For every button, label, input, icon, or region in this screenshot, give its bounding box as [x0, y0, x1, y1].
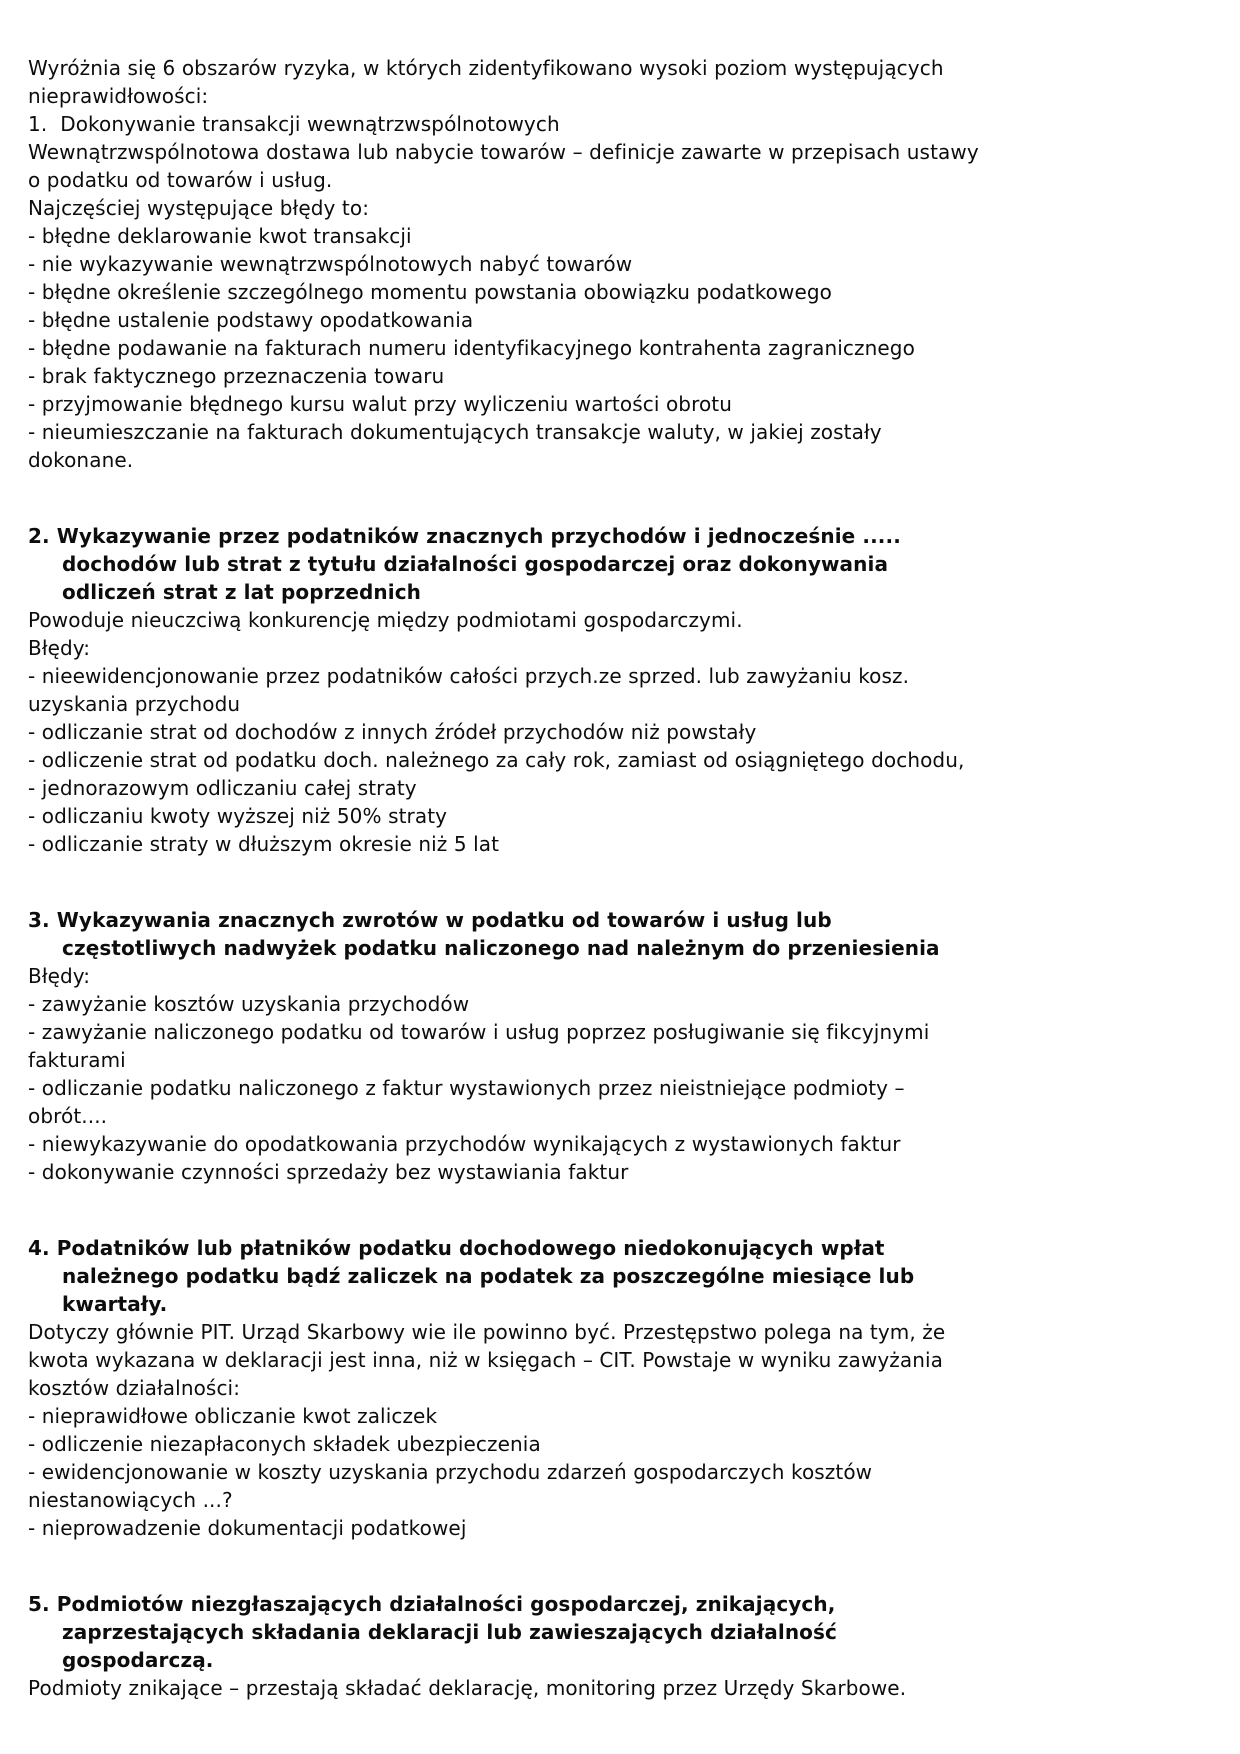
- text-line: - ewidencjonowanie w koszty uzyskania przychodu zdarzeń gospodarczych kosztów: [28, 1460, 873, 1484]
- text-line: - odliczaniu kwoty wyższej niż 50% straty: [28, 804, 448, 828]
- section-5-body: [28, 1674, 1216, 1702]
- document-text: [28, 54, 1216, 1702]
- heading-5: [28, 1590, 1216, 1674]
- section-2-body: [28, 606, 1216, 858]
- text-line: kwota wykazana w deklaracji jest inna, niż w księgach – CIT. Powstaje w wyniku zawyżania: [28, 1348, 944, 1372]
- section-3-body: [28, 962, 1216, 1186]
- section-4-body: [28, 1318, 1216, 1542]
- text-line: - błędne deklarowanie kwot transakcji: [28, 224, 412, 248]
- text-line: - nieprowadzenie dokumentacji podatkowej: [28, 1516, 467, 1540]
- text-line: - zawyżanie kosztów uzyskania przychodów: [28, 992, 470, 1016]
- text-line: - jednorazowym odliczaniu całej straty: [28, 776, 417, 800]
- text-line: dochodów lub strat z tytułu działalności gospodarczej oraz dokonywania: [62, 552, 889, 576]
- text-line: - odliczanie straty w dłuższym okresie niż 5 lat: [28, 832, 500, 856]
- text-line: Powoduje nieuczciwą konkurencję między podmiotami gospodarczymi.: [28, 608, 743, 632]
- text-line: obrót....: [28, 1104, 108, 1128]
- text-line: o podatku od towarów i usług.: [28, 168, 333, 192]
- text-line: 4. Podatników lub płatników podatku dochodowego niedokonujących wpłat: [28, 1236, 885, 1260]
- text-line: Podmioty znikające – przestają składać deklarację, monitoring przez Urzędy Skarbowe.: [28, 1676, 907, 1700]
- text-line: niestanowiących ...?: [28, 1488, 233, 1512]
- text-line: - błędne określenie szczególnego momentu powstania obowiązku podatkowego: [28, 280, 833, 304]
- text-line: - błędne ustalenie podstawy opodatkowania: [28, 308, 474, 332]
- text-line: odliczeń strat z lat poprzednich: [62, 580, 422, 604]
- text-line: - nie wykazywanie wewnątrzwspólnotowych nabyć towarów: [28, 252, 633, 276]
- heading-3: [28, 906, 1216, 962]
- text-line: - odliczanie podatku naliczonego z faktur wystawionych przez nieistniejące podmioty –: [28, 1076, 905, 1100]
- text-line: - odliczanie strat od dochodów z innych źródeł przychodów niż powstały: [28, 720, 757, 744]
- text-line: fakturami: [28, 1048, 126, 1072]
- text-line: uzyskania przychodu: [28, 692, 241, 716]
- text-line: należnego podatku bądź zaliczek na podatek za poszczególne miesiące lub: [62, 1264, 915, 1288]
- text-line: - nieewidencjonowanie przez podatników całości przych.ze sprzed. lub zawyżaniu kosz.: [28, 664, 910, 688]
- text-line: - odliczenie niezapłaconych składek ubezpieczenia: [28, 1432, 541, 1456]
- text-line: - dokonywanie czynności sprzedaży bez wystawiania faktur: [28, 1160, 629, 1184]
- intro-section: [28, 54, 1216, 474]
- text-line: - nieprawidłowe obliczanie kwot zaliczek: [28, 1404, 438, 1428]
- heading-2: [28, 522, 1216, 606]
- text-line: 2. Wykazywanie przez podatników znacznych przychodów i jednocześnie .....: [28, 524, 901, 548]
- text-line: kosztów działalności:: [28, 1376, 241, 1400]
- text-line: częstotliwych nadwyżek podatku naliczonego nad należnym do przeniesienia: [62, 936, 940, 960]
- text-line: zaprzestających składania deklaracji lub zawieszających działalność: [62, 1620, 837, 1644]
- text-line: dokonane.: [28, 448, 134, 472]
- text-line: Dotyczy głównie PIT. Urząd Skarbowy wie ile powinno być. Przestępstwo polega na tym, że: [28, 1320, 946, 1344]
- text-line: - błędne podawanie na fakturach numeru identyfikacyjnego kontrahenta zagranicznego: [28, 336, 915, 360]
- text-line: Wyróżnia się 6 obszarów ryzyka, w których zidentyfikowano wysoki poziom występujących: [28, 56, 944, 80]
- text-line: - odliczenie strat od podatku doch. należnego za cały rok, zamiast od osiągniętego dochodu,: [28, 748, 965, 772]
- text-line: 1. Dokonywanie transakcji wewnątrzwspólnotowych: [28, 112, 560, 136]
- text-line: gospodarczą.: [62, 1648, 214, 1672]
- text-line: - przyjmowanie błędnego kursu walut przy wyliczeniu wartości obrotu: [28, 392, 733, 416]
- text-line: nieprawidłowości:: [28, 84, 209, 108]
- heading-4: [28, 1234, 1216, 1318]
- text-line: - nieumieszczanie na fakturach dokumentujących transakcje waluty, w jakiej zostały: [28, 420, 882, 444]
- text-line: Błędy:: [28, 636, 91, 660]
- text-line: - zawyżanie naliczonego podatku od towarów i usług poprzez posługiwanie się fikcyjnymi: [28, 1020, 930, 1044]
- text-line: kwartały.: [62, 1292, 168, 1316]
- text-line: 3. Wykazywania znacznych zwrotów w podatku od towarów i usług lub: [28, 908, 832, 932]
- text-line: Błędy:: [28, 964, 91, 988]
- text-line: Najczęściej występujące błędy to:: [28, 196, 370, 220]
- text-line: Wewnątrzwspólnotowa dostawa lub nabycie towarów – definicje zawarte w przepisach ustawy: [28, 140, 979, 164]
- text-line: 5. Podmiotów niezgłaszających działalności gospodarczej, znikających,: [28, 1592, 836, 1616]
- text-line: - brak faktycznego przeznaczenia towaru: [28, 364, 445, 388]
- text-line: - niewykazywanie do opodatkowania przychodów wynikających z wystawionych faktur: [28, 1132, 901, 1156]
